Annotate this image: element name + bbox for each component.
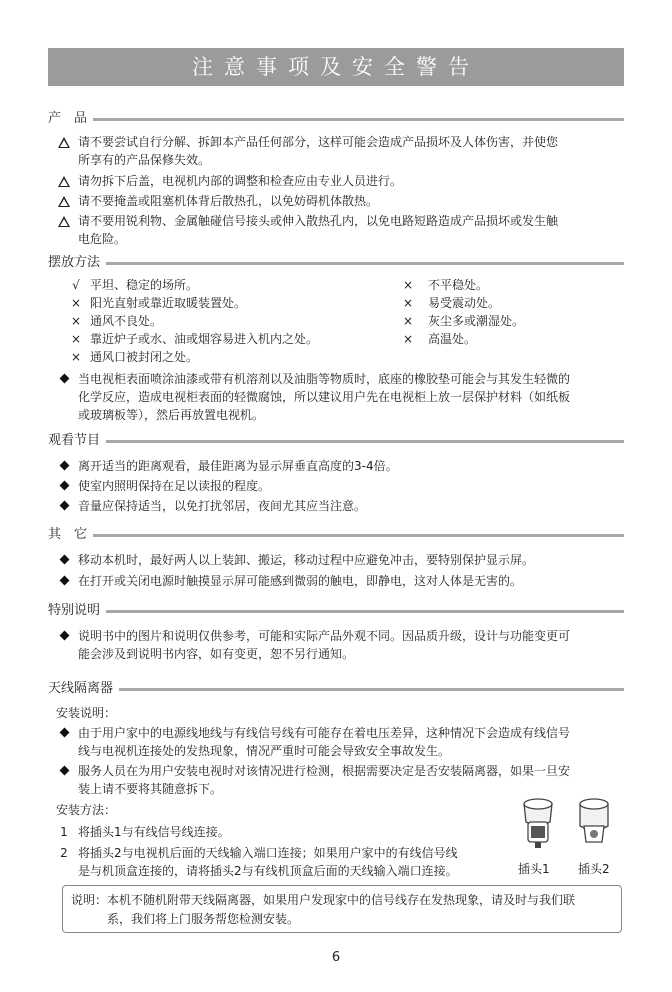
diamond-bullet-icon bbox=[56, 762, 72, 780]
cross-mark-icon: × bbox=[402, 278, 414, 292]
product-item-4: 请不要用锐利物、金属触碰信号接头或伸入散热孔内，以免电路短路造成产品损坏或发生触 电危险。 bbox=[56, 212, 626, 248]
antenna-note-box bbox=[62, 885, 622, 933]
diamond-bullet-icon bbox=[56, 370, 72, 388]
antenna-item-1: 由于用户家中的电源线地线与有线信号线有可能存在着电压差异，这种情况下会造成有线信号 线与电视机连接处的发热现象，情况严重时可能会导致安全事故发生。 bbox=[56, 724, 626, 760]
plug-2-image bbox=[580, 799, 608, 842]
check-mark-icon: √ bbox=[72, 278, 80, 292]
step-number: 1 bbox=[60, 825, 68, 839]
cross-mark-icon: × bbox=[70, 332, 82, 346]
step-number: 2 bbox=[60, 846, 68, 860]
diamond-bullet-icon bbox=[56, 551, 72, 569]
section-divider bbox=[48, 118, 624, 121]
section-header-special bbox=[48, 602, 624, 620]
cross-mark-icon: × bbox=[402, 296, 414, 310]
cross-mark-icon: × bbox=[70, 314, 82, 328]
diamond-bullet-icon bbox=[56, 497, 72, 515]
diamond-bullet-icon bbox=[56, 457, 72, 475]
install-note-label: 安装说明： bbox=[56, 706, 117, 720]
section-title-other: 其 它 bbox=[48, 526, 93, 544]
cross-mark-icon: × bbox=[402, 314, 414, 328]
section-title-watching: 观看节目 bbox=[48, 432, 106, 450]
page-title: 注意事项及安全警告 bbox=[192, 55, 480, 79]
cross-mark-icon: × bbox=[402, 332, 414, 346]
special-item: 说明书中的图片和说明仅供参考，可能和实际产品外观不同。因品质升级，设计与功能变更可 能会涉及到说明书内容，如有变更，恕不另行通知。 bbox=[56, 627, 626, 663]
install-method-label: 安装方法： bbox=[56, 803, 117, 817]
section-divider bbox=[48, 688, 624, 691]
warning-triangle-icon bbox=[56, 192, 72, 210]
diamond-bullet-icon bbox=[56, 724, 72, 742]
section-title-antenna: 天线隔离器 bbox=[48, 680, 119, 698]
install-step-2: 2 将插头2与电视机后面的天线输入端口连接；如果用户家中的有线信号线 是与机顶盒连接的，请将插头2与有线机顶盒后面的天线输入端口连接。 bbox=[56, 844, 496, 880]
section-divider bbox=[48, 440, 624, 443]
section-header-other bbox=[48, 526, 624, 544]
page-banner bbox=[48, 48, 624, 86]
diamond-bullet-icon bbox=[56, 477, 72, 495]
section-header-antenna bbox=[48, 680, 624, 698]
plug-2-label: 插头2 bbox=[578, 862, 610, 876]
section-header-watching bbox=[48, 432, 624, 450]
antenna-item-2: 服务人员在为用户安装电视时对该情况进行检测，根据需要决定是否安装隔离器，如果一旦安 装上请不要将其随意拆下。 bbox=[56, 762, 626, 798]
cross-mark-icon: × bbox=[70, 350, 82, 364]
note-box-line-2: 系，我们将上门服务帮您检测安装。 bbox=[107, 912, 300, 926]
warning-triangle-icon bbox=[56, 172, 72, 190]
note-box-line-1: 说明：本机不随机附带天线隔离器，如果用户发现家中的信号线存在发热现象，请及时与我们联 bbox=[71, 893, 576, 907]
section-divider bbox=[48, 262, 624, 265]
plug-1-label: 插头1 bbox=[518, 862, 550, 876]
section-divider bbox=[48, 534, 624, 537]
warning-triangle-icon bbox=[56, 133, 72, 151]
plug-illustrations bbox=[510, 796, 622, 860]
diamond-bullet-icon bbox=[56, 627, 72, 645]
section-title-product: 产 品 bbox=[48, 110, 93, 128]
cross-mark-icon: × bbox=[70, 296, 82, 310]
product-item-1: 请不要尝试自行分解、拆卸本产品任何部分，这样可能会造成产品损坏及人体伤害，并使您 所享有的产品保修失效。 bbox=[56, 133, 626, 169]
plug-1-image bbox=[524, 799, 552, 848]
section-title-placement: 摆放方法 bbox=[48, 254, 106, 272]
section-title-special: 特别说明 bbox=[48, 602, 106, 620]
section-header-product bbox=[48, 110, 624, 128]
placement-note: 当电视柜表面喷涂油漆或带有机溶剂以及油脂等物质时，底座的橡胶垫可能会与其发生轻微的 化学反应，造成电视柜表面的轻微腐蚀，所以建议用户先在电视柜上放一层保护材料（如纸板 或玻璃板等），然后再放置电视机。 bbox=[56, 370, 626, 424]
page-number: 6 bbox=[331, 950, 341, 965]
section-divider bbox=[48, 610, 624, 613]
diamond-bullet-icon bbox=[56, 572, 72, 590]
section-header-placement bbox=[48, 254, 624, 272]
warning-triangle-icon bbox=[56, 212, 72, 230]
